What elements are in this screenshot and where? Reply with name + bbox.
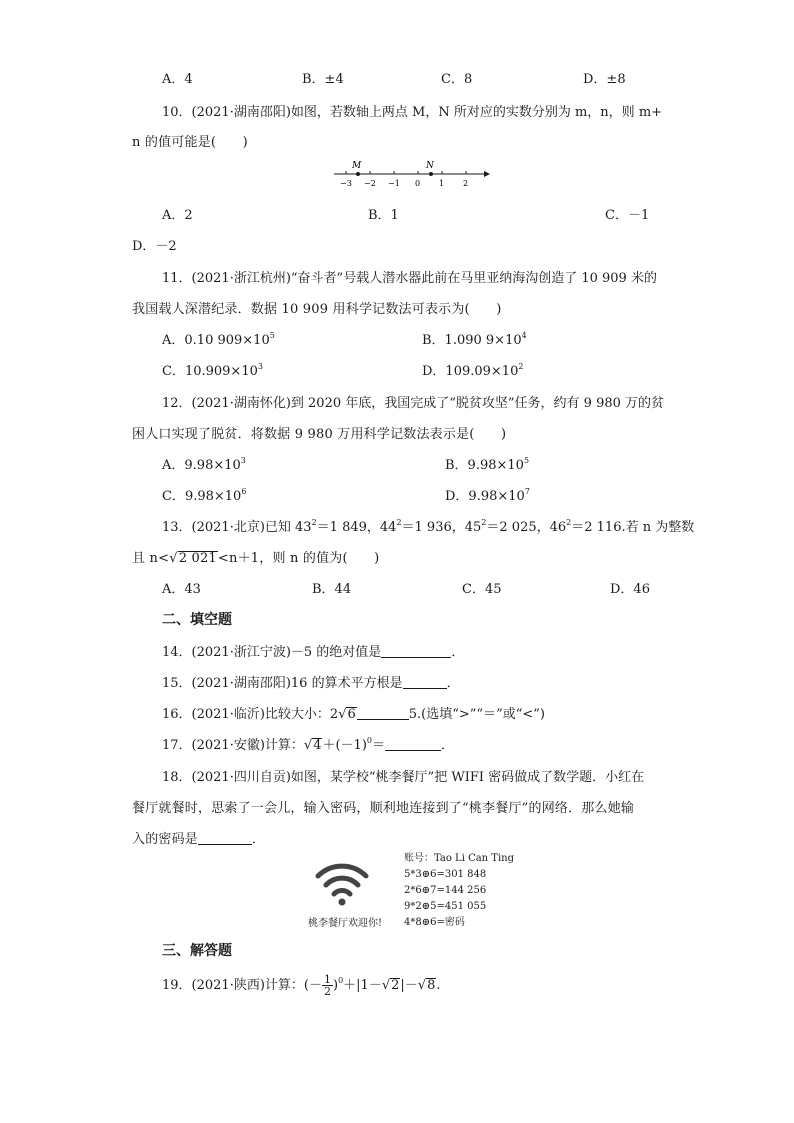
answer-blank <box>403 676 447 689</box>
q14: 14．(2021·浙江宁波)－5 的绝对值是 ． <box>162 645 465 660</box>
q11-option-b: B．1.090 $9\times 10^4$ <box>422 331 527 348</box>
puzzle-line: 2*6⊕7=144 256 <box>404 885 487 896</box>
q12-option-c: C．$9.98\times 10^6$ <box>162 487 247 504</box>
q9-option-a: A．4 <box>162 72 193 87</box>
q17: 17．(2021·安徽)计算：$√4+(-1)^0=$ ． <box>162 736 455 753</box>
q13-option-a: A．43 <box>162 582 201 597</box>
axis-arrow-icon <box>484 171 490 177</box>
q13-stem-line1: 13．(2021·北京)已知 $43^2=1$ 849，$44^2=1$ 936，$45^2=2$ 025，$46^2=2$ 116.若 n 为整数 <box>162 518 695 535</box>
puzzle-line: 5*3⊕6=301 848 <box>404 869 487 880</box>
point-n <box>429 172 433 176</box>
q12-option-b: B．$9.98\times 10^5$ <box>445 456 530 473</box>
puzzle-line: 4*8⊕6=密码 <box>404 917 465 928</box>
tick-label: −2 <box>364 179 376 188</box>
q13-stem-line2: 且 n<√2 021<n＋1，则 n 的值为( ) <box>132 551 380 566</box>
q12-option-a: A．$9.98\times 10^3$ <box>162 456 246 473</box>
label-n: N <box>426 161 434 171</box>
q12-stem-line1: 12．(2021·湖南怀化)到 2020 年底，我国完成了“脱贫攻坚”任务，约有 9 980 万的贫 <box>162 396 665 411</box>
q12-option-d: D．$9.98\times 10^7$ <box>445 487 530 504</box>
section-heading-fill-in: 二、填空题 <box>162 612 232 628</box>
section-heading-solve: 三、解答题 <box>162 943 232 959</box>
q18-stem-line2: 餐厅就餐时，思索了一会儿，输入密码，顺利地连接到了“桃李餐厅”的网络．那么她输 <box>132 801 635 816</box>
q9-option-d: D．±8 <box>583 72 626 87</box>
answer-blank <box>381 645 451 658</box>
q10-option-d: D．－2 <box>132 239 177 254</box>
wifi-icon <box>312 858 372 910</box>
fraction: $\frac{1}{2}$ <box>323 973 331 998</box>
q11-stem-line2: 我国载人深潜纪录．数据 10 909 用科学记数法可表示为( ) <box>132 302 502 317</box>
point-m <box>356 172 360 176</box>
wifi-password-puzzle <box>404 851 514 931</box>
puzzle-line: 9*2⊕5=451 055 <box>404 901 487 912</box>
label-m: M <box>352 161 362 171</box>
number-line-figure <box>328 157 493 189</box>
tick-label: 0 <box>415 179 421 188</box>
account-line: 账号：Tao Li Can Ting <box>404 853 515 864</box>
tick-label: −3 <box>340 179 352 188</box>
q9-option-b: B．±4 <box>302 72 344 87</box>
tick-label: 1 <box>439 179 445 188</box>
q13-option-c: C．45 <box>462 582 502 597</box>
tick-label: 2 <box>463 179 469 188</box>
q11-option-d: D．$109.09\times 10^2$ <box>422 362 524 379</box>
q18-stem-line3: 入的密码是 ． <box>132 832 266 847</box>
q9-option-c: C．8 <box>441 72 473 87</box>
q10-option-c: C．－1 <box>605 208 650 223</box>
q18-stem-line1: 18．(2021·四川自贡)如图，某学校“桃李餐厅”把 WIFI 密码做成了数学题．小红在 <box>162 770 645 785</box>
q15: 15．(2021·湖南邵阳)16 的算术平方根是 ． <box>162 676 460 691</box>
q19: 19．(2021·陕西)计算：(－ $\frac{1}{2}$ )$^0$＋|1－√2|－√8. <box>162 973 441 998</box>
answer-blank <box>385 738 441 751</box>
q11-option-c: C．$10.909\times 10^3$ <box>162 362 263 379</box>
q11-option-a: A．0.10 $909\times 10^5$ <box>162 331 275 348</box>
radical: 2 021 <box>178 551 217 566</box>
answer-blank <box>357 707 409 720</box>
q10-option-b: B．1 <box>368 208 399 223</box>
answer-blank <box>198 832 252 845</box>
q10-option-a: A．2 <box>162 208 193 223</box>
q10-stem-line2: n 的值可能是( ) <box>132 135 248 150</box>
q16: 16．(2021·临沂)比较大小：2√6 5.(选填“>”“＝”或“<”) <box>162 707 545 722</box>
q11-stem-line1: 11．(2021·浙江杭州)“奋斗者”号载人潜水器此前在马里亚纳海沟创造了 10 909 米的 <box>162 271 657 286</box>
q12-stem-line2: 困人口实现了脱贫．将数据 9 980 万用科学记数法表示是( ) <box>132 427 507 442</box>
q10-stem-line1: 10．(2021·湖南邵阳)如图，若数轴上两点 M，N 所对应的实数分别为 m，n，则 m+ <box>162 105 663 120</box>
wifi-caption: 桃李餐厅欢迎你! <box>308 918 383 929</box>
tick-label: −1 <box>388 179 400 188</box>
q13-option-d: D．46 <box>610 582 650 597</box>
q13-option-b: B．44 <box>312 582 352 597</box>
